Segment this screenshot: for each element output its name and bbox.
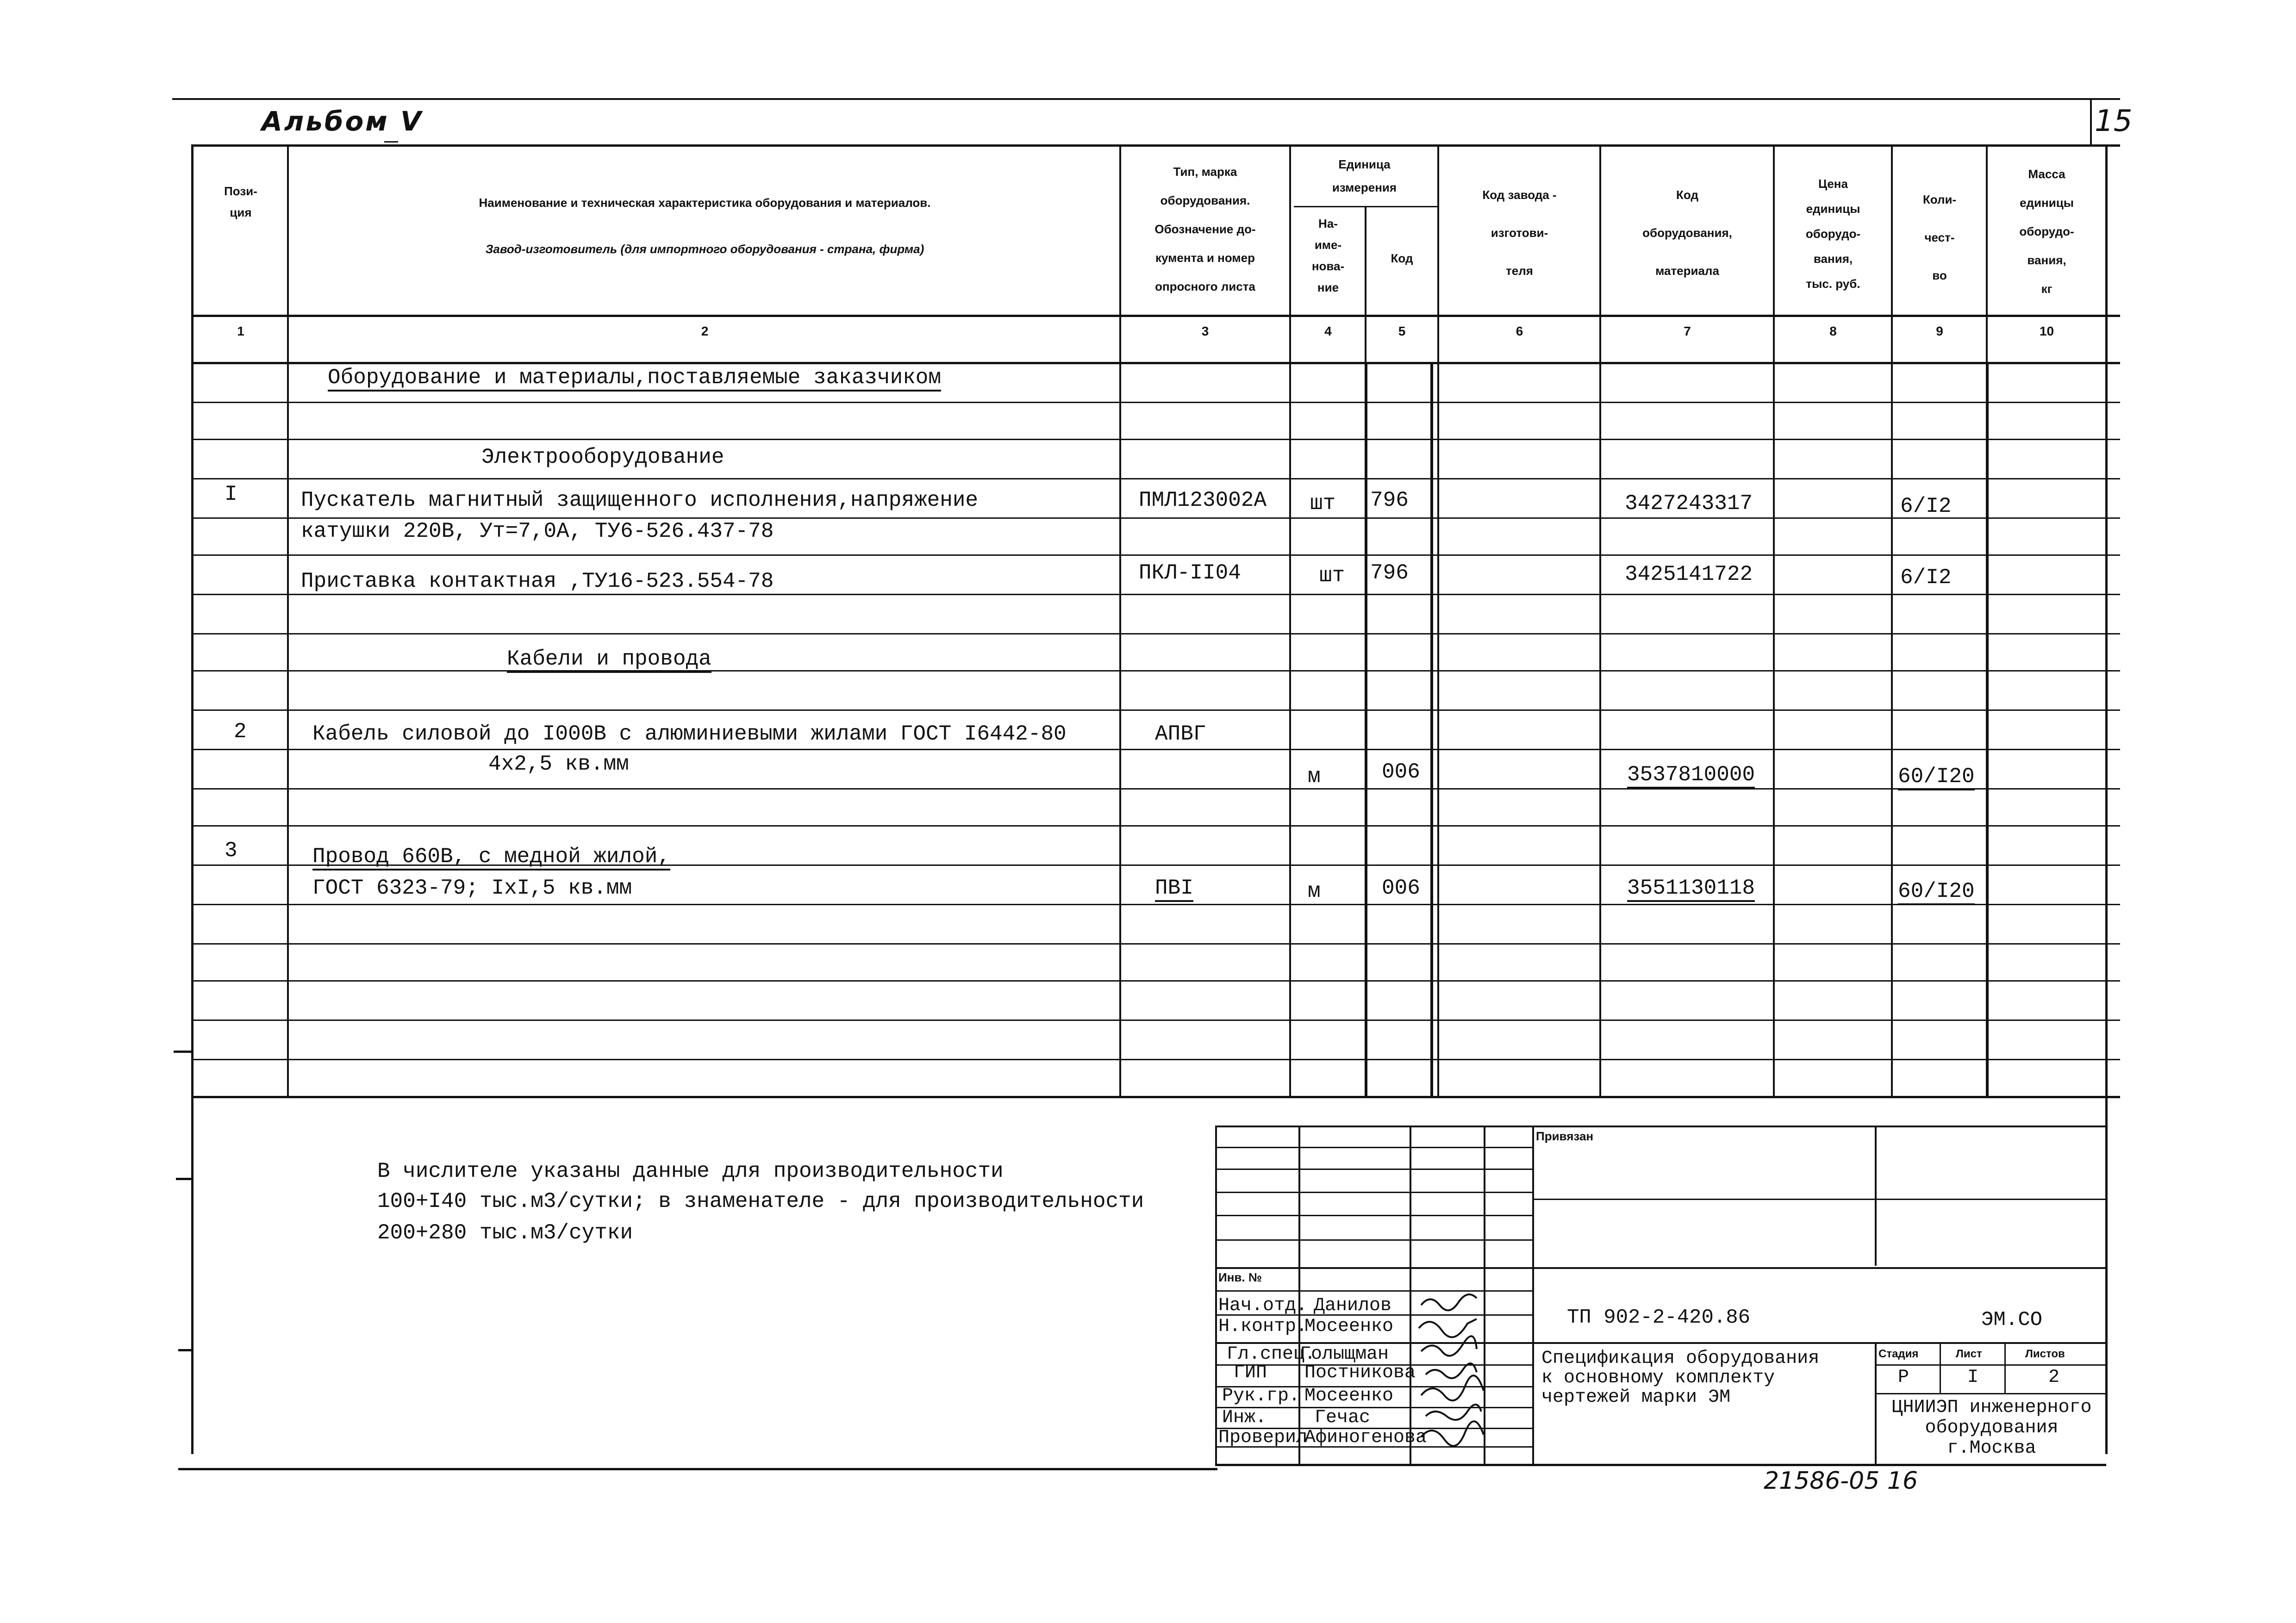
row3-name-line1: Кабель силовой до I000В с алюминиевыми жилами ГОСТ I6442-80 <box>312 722 1067 746</box>
subsection-cables: Кабели и провода <box>507 647 711 673</box>
bottom-rule <box>178 1468 1217 1470</box>
page-number-separator <box>2090 98 2092 144</box>
stamp-inv: Инв. № <box>1218 1270 1262 1284</box>
row2-quantity: 6/I2 <box>1900 566 1952 590</box>
stamp-role-2: Н.контр. <box>1218 1316 1308 1337</box>
header-factory-code: Код завода - изготови- теля <box>1482 188 1557 278</box>
stamp-stadiya-header: Стадия <box>1878 1348 1919 1360</box>
stamp-name-2: Мосеенко <box>1304 1316 1394 1337</box>
header-quantity: Коли- чест- во <box>1922 193 1957 282</box>
row4-name-line2: ГОСТ 6323-79; IхI,5 кв.мм <box>312 876 632 900</box>
stamp-mark: ЭМ.СО <box>1981 1308 2043 1331</box>
row1-name-line2: катушки 220В, Ут=7,0А, ТУ6-526.437-78 <box>301 519 774 543</box>
col-num-6: 6 <box>1516 324 1523 338</box>
col-num-4: 4 <box>1324 324 1332 338</box>
row3-quantity: 60/I20 <box>1898 765 1975 790</box>
row3-material-code: 3537810000 <box>1627 763 1755 789</box>
album-underline <box>384 141 398 143</box>
stamp-role-5: Рук.гр. <box>1222 1386 1300 1406</box>
footer-code: 21586-05 16 <box>1764 1467 1918 1495</box>
top-rule <box>172 98 2120 100</box>
stamp-doc-code: ТП 902-2-420.86 <box>1567 1306 1751 1329</box>
row1-type: ПМЛ123002А <box>1139 488 1267 512</box>
row4-name-line1: Провод 660В, с медной жилой, <box>312 845 670 871</box>
row2-unit: шт <box>1319 564 1345 588</box>
row4-unit: м <box>1308 879 1321 903</box>
row2-type: ПКЛ-II04 <box>1139 561 1241 585</box>
row1-material-code: 3427243317 <box>1625 491 1753 516</box>
header-type: Тип, марка оборудования. Обозначение до- кумента и номер опросного листа <box>1154 165 1256 293</box>
header-price: Цена единицы оборудо- вания, тыс. руб. <box>1805 177 1861 291</box>
row4-material-code: 3551130118 <box>1627 876 1755 902</box>
col-num-3: 3 <box>1201 324 1209 338</box>
header-material-code: Код оборудования, материала <box>1642 188 1732 278</box>
stamp-role-7: Проверил <box>1218 1427 1308 1448</box>
stamp-listov: 2 <box>2048 1367 2060 1388</box>
stamp-title: Спецификация оборудования к основному комплекту чертежей марки ЭМ <box>1541 1348 1820 1408</box>
stamp-list-header: Лист <box>1956 1348 1982 1360</box>
row3-position: 2 <box>234 720 247 744</box>
row3-type: АПВГ <box>1155 722 1206 746</box>
col-num-5: 5 <box>1398 324 1406 338</box>
margin-tick-2 <box>176 1178 191 1180</box>
col-num-10: 10 <box>2039 324 2054 338</box>
note-line3: 200+280 тыс.м3/сутки <box>377 1221 633 1245</box>
header-position: Пози- ция <box>224 184 257 219</box>
stamp-privyazan: Привязан <box>1536 1129 1594 1143</box>
stamp-role-1: Нач.отд. <box>1218 1295 1308 1316</box>
stamp-role-4: ГИП <box>1234 1362 1267 1383</box>
stamp-role-3: Гл.спец. <box>1227 1344 1316 1365</box>
stamp-name-5: Мосеенко <box>1304 1386 1394 1406</box>
row1-unit: шт <box>1310 491 1336 516</box>
header-name-line1: Наименование и техническая характеристика оборудования и материалов. <box>479 196 931 210</box>
page-number: 15 <box>2095 104 2133 138</box>
margin-tick-3 <box>178 1349 191 1351</box>
stamp-name-3: Голыщман <box>1300 1344 1389 1365</box>
row2-name: Приставка контактная ,ТУ16-523.554-78 <box>301 569 774 593</box>
stamp-organization: ЦНИИЭП инженерного оборудования г.Москва <box>1891 1397 2092 1459</box>
stamp-stadiya: Р <box>1898 1367 1909 1388</box>
margin-tick-1 <box>174 1051 191 1053</box>
note-line1: В числителе указаны данные для производительности <box>377 1159 1004 1183</box>
header-unit-group: Единица измерения <box>1332 157 1397 194</box>
row2-material-code: 3425141722 <box>1625 562 1753 586</box>
signature-scribbles <box>1412 1291 1491 1467</box>
section-title: Оборудование и материалы,поставляемые заказчиком <box>328 366 941 392</box>
col-num-7: 7 <box>1684 324 1691 338</box>
header-unit-name: На- име- нова- ние <box>1311 217 1345 294</box>
col-num-9: 9 <box>1936 324 1943 338</box>
stamp-name-4: Постникова <box>1304 1362 1416 1383</box>
row1-name-line1: Пускатель магнитный защищенного исполнения,напряжение <box>301 488 979 512</box>
header-unit-code: Код <box>1391 251 1413 265</box>
row1-quantity: 6/I2 <box>1900 494 1952 518</box>
album-title: Альбом Ⅴ <box>262 106 423 137</box>
stamp-name-7: Афиногенова <box>1304 1427 1427 1448</box>
row1-unit-code: 796 <box>1370 488 1409 512</box>
row4-position: 3 <box>225 839 237 863</box>
row3-unit: м <box>1308 765 1321 789</box>
stamp-name-6: Гечас <box>1315 1407 1371 1428</box>
header-name-line2: Завод-изготовитель (для импортного оборудования - страна, фирма) <box>485 242 924 256</box>
row4-unit-code: 006 <box>1382 876 1420 900</box>
col-num-8: 8 <box>1829 324 1837 338</box>
row4-type: ПВI <box>1155 876 1193 902</box>
stamp-name-1: Данилов <box>1314 1295 1392 1316</box>
col-num-1: 1 <box>237 324 244 338</box>
stamp-list: I <box>1967 1367 1979 1388</box>
stamp-listov-header: Листов <box>2025 1348 2065 1360</box>
header-mass: Масса единицы оборудо- вания, кг <box>2019 167 2074 296</box>
row3-unit-code: 006 <box>1382 760 1420 784</box>
stamp-role-6: Инж. <box>1222 1407 1267 1428</box>
row3-name-line2: 4х2,5 кв.мм <box>488 752 629 776</box>
row2-unit-code: 796 <box>1370 561 1409 585</box>
subsection-electro: Электрооборудование <box>481 445 724 469</box>
row4-quantity: 60/I20 <box>1898 879 1975 905</box>
row1-position: I <box>225 482 237 506</box>
note-line2: 100+I40 тыс.м3/сутки; в знаменателе - для производительности <box>377 1189 1144 1213</box>
col-num-2: 2 <box>701 324 709 338</box>
